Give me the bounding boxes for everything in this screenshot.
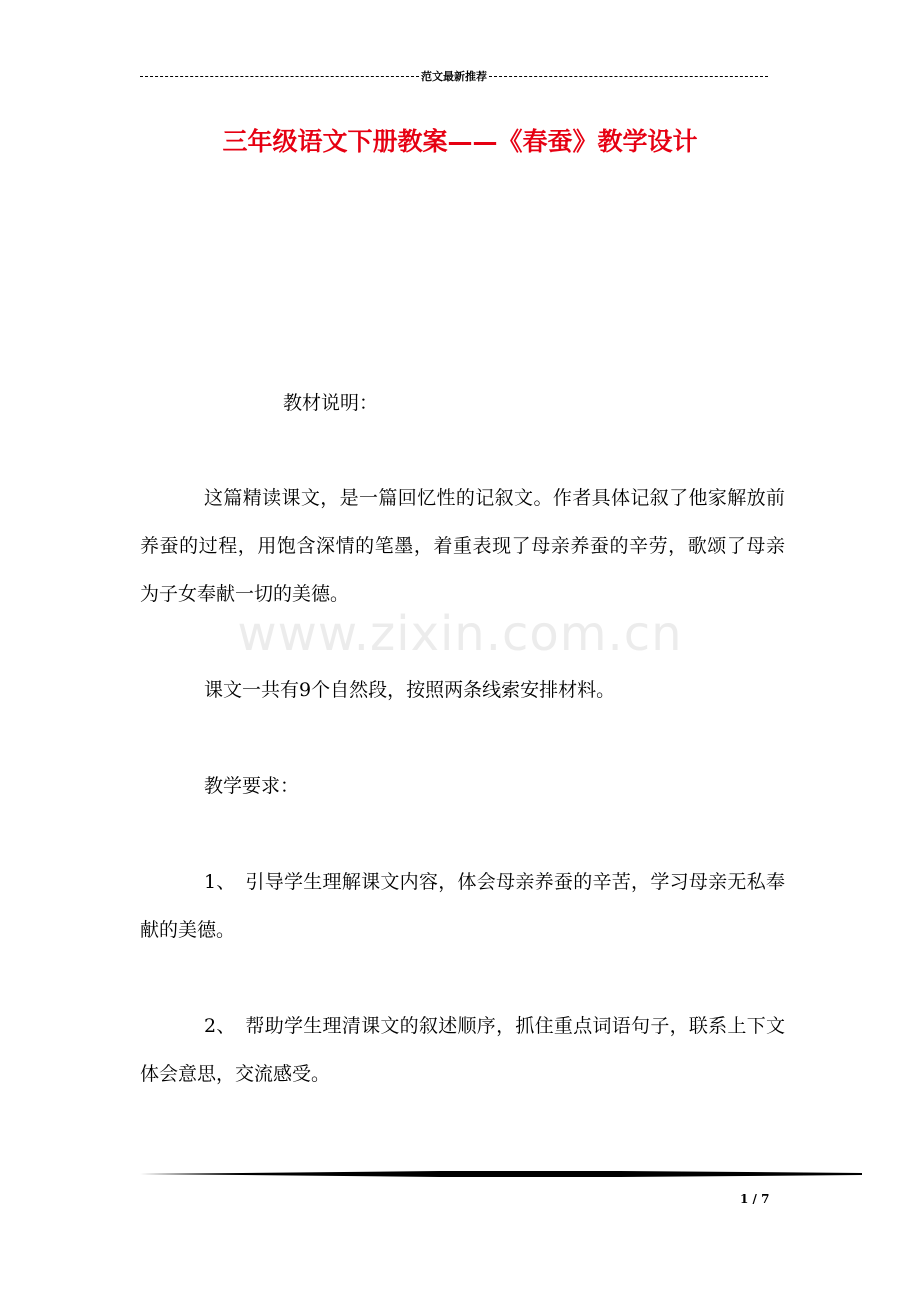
section-heading-requirements: 教学要求： xyxy=(204,775,300,797)
requirement-item-1: 1、 引导学生理解课文内容，体会母亲养蚕的辛苦，学习母亲无私奉献的美德。 xyxy=(140,871,785,941)
paragraph-materials-description: 这篇精读课文，是一篇回忆性的记叙文。作者具体记叙了他家解放前养蚕的过程，用饱含深情的笔墨，着重表现了母亲养蚕的辛劳，歌颂了母亲为子女奉献一切的美德。 xyxy=(140,487,785,605)
page-number: 1 / 7 xyxy=(740,1192,770,1206)
section-heading-materials: 教材说明： xyxy=(283,392,379,414)
paragraph-structure: 课文一共有9个自然段，按照两条线索安排材料。 xyxy=(204,679,616,701)
watermark: www.zixin.com.cn xyxy=(237,606,683,662)
document-title: 三年级语文下册教案——《春蚕》教学设计 xyxy=(222,127,698,156)
page-header xyxy=(140,68,768,84)
header-dashes-right xyxy=(489,76,768,77)
header-label: 范文最新推荐 xyxy=(421,70,487,83)
footer-divider xyxy=(140,1170,862,1178)
requirement-item-2: 2、 帮助学生理清课文的叙述顺序，抓住重点词语句子，联系上下文体会意思，交流感受。 xyxy=(140,1015,785,1085)
header-dashes-left xyxy=(140,76,419,77)
